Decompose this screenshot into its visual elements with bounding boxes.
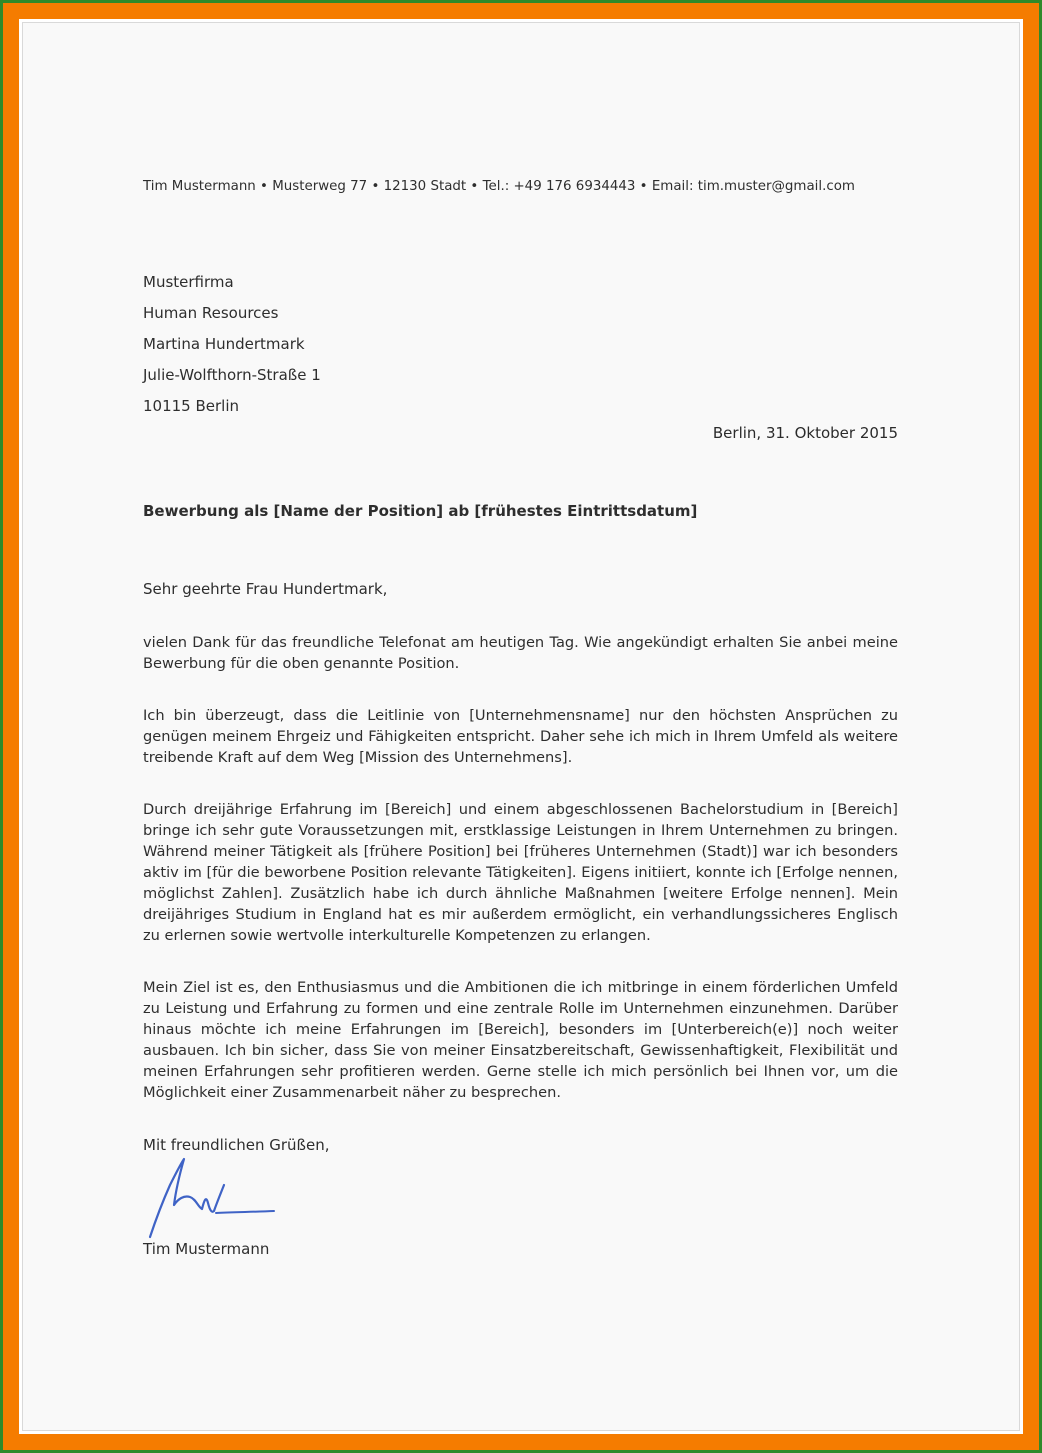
- letter-date: Berlin, 31. Oktober 2015: [712, 424, 898, 442]
- body-paragraph-2: Ich bin überzeugt, dass die Leitlinie von [Unternehmensname] nur den höchsten Ansprüchen zu genügen meinem Ehrgeiz und Fähigkeiten entspricht. Daher sehe ich mich in Ihrem Umfeld als weitere treibende Kraft auf dem Weg [Mission des Unternehmens].: [143, 707, 898, 766]
- salutation: Sehr geehrte Frau Hundertmark,: [143, 580, 388, 598]
- signature-name: Tim Mustermann: [143, 1240, 270, 1258]
- sender-line: Tim Mustermann • Musterweg 77 • 12130 Stadt • Tel.: +49 176 6934443 • Email: tim.muster@gmail.com: [143, 179, 855, 194]
- recipient-person: Martina Hundertmark: [143, 335, 305, 353]
- body-paragraph-1: vielen Dank für das freundliche Telefonat am heutigen Tag. Wie angekündigt erhalten Sie anbei meine Bewerbung für die oben genannte Position.: [143, 634, 898, 672]
- body-paragraph-4: Mein Ziel ist es, den Enthusiasmus und die Ambitionen die ich mitbringe in einem förderlichen Umfeld zu Leistung und Erfahrung zu formen und eine zentrale Rolle im Unternehmen einzunehmen. Darüber hinaus möchte ich meine Erfahrungen im [Bereich], besonders im [Unterbereich(e)] noch weiter ausbauen. Ich bin sicher, dass Sie von meiner Einsatzbereitschaft, Gewissenhaftigkeit, Flexibilität und meinen Erfahrungen sehr profitieren werden. Gerne stelle ich mich persönlich bei Ihnen vor, um die Möglichkeit einer Zusammenarbeit näher zu besprechen.: [143, 979, 898, 1101]
- recipient-company: Musterfirma: [143, 273, 234, 291]
- recipient-street: Julie-Wolfthorn-Straße 1: [143, 366, 321, 384]
- letter-subject: Bewerbung als [Name der Position] ab [frühestes Eintrittsdatum]: [143, 502, 698, 520]
- recipient-address: [143, 267, 898, 422]
- recipient-department: Human Resources: [143, 304, 279, 322]
- closing: Mit freundlichen Grüßen,: [143, 1136, 330, 1154]
- recipient-city: 10115 Berlin: [143, 397, 240, 415]
- handwritten-signature: [140, 1155, 280, 1245]
- body-paragraph-3: Durch dreijährige Erfahrung im [Bereich] und einem abgeschlossenen Bachelorstudium in [Bereich] bringe ich sehr gute Voraussetzungen mit, erstklassige Leistungen in Ihrem Unternehmen zu bringen. Während meiner Tätigkeit als [frühere Position] bei [früheres Unternehmen (Stadt)] war ich besonders aktiv im [für die beworbene Position relevante Tätigkeiten]. Eigens initiiert, konnte ich [Erfolge nennen, möglichst Zahlen]. Zusätzlich habe ich durch ähnliche Maßnahmen [weitere Erfolge nennen]. Mein dreijähriges Studium in England hat es mir außerdem ermöglicht, ein verhandlungssicheres Englisch zu erlernen sowie wertvolle interkulturelle Kompetenzen zu erlangen.: [143, 801, 898, 944]
